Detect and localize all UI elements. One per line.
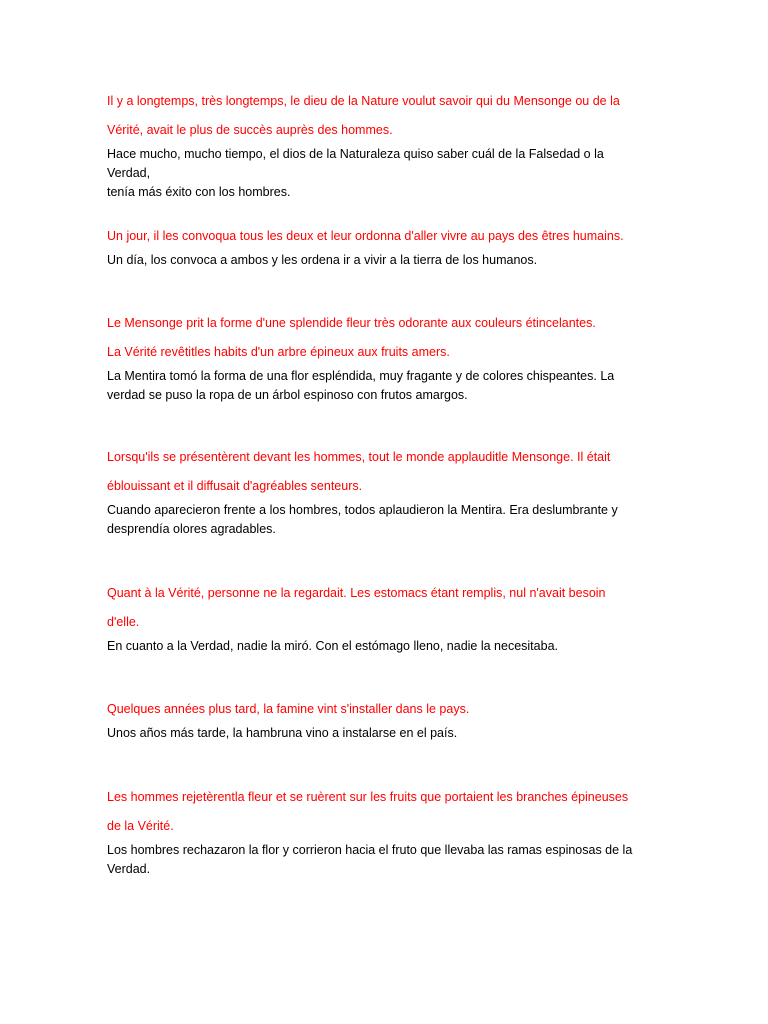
french-line: d'elle. [107,615,140,629]
spanish-line: La Mentira tomó la forma de una flor espléndida, muy fragante y de colores chispeantes. La [107,369,615,383]
spanish-line: En cuanto a la Verdad, nadie la miró. Con el estómago lleno, nadie la necesitaba. [107,639,558,653]
french-line: Lorsqu'ils se présentèrent devant les hommes, tout le monde applauditle Mensonge. Il était [107,450,611,464]
french-line: Il y a longtemps, très longtemps, le dieu de la Nature voulut savoir qui du Mensonge ou de la [107,94,620,108]
paragraph-7 [107,783,637,879]
spanish-line: Verdad. [107,862,151,876]
french-line: Quelques années plus tard, la famine vint s'installer dans le pays. [107,702,470,716]
spanish-line: Los hombres rechazaron la flor y corrieron hacia el fruto que llevaba las ramas espinosas de la [107,843,633,857]
french-line: Les hommes rejetèrentla fleur et se ruèrent sur les fruits que portaient les branches épineuses [107,790,629,804]
spanish-line: Un día, los convoca a ambos y les ordena ir a vivir a la tierra de los humanos. [107,253,538,267]
paragraph-1 [107,87,637,202]
french-line: Vérité, avait le plus de succès auprès des hommes. [107,123,393,137]
spanish-line: desprendía olores agradables. [107,522,276,536]
french-line: La Vérité revêtitles habits d'un arbre épineux aux fruits amers. [107,345,450,359]
spanish-line: Hace mucho, mucho tiempo, el dios de la Naturaleza quiso saber cuál de la Falsedad o la Verdad, [107,147,604,180]
paragraph-2 [107,222,637,270]
spanish-line: Cuando aparecieron frente a los hombres, todos aplaudieron la Mentira. Era deslumbrante y [107,503,618,517]
spanish-line: tenía más éxito con los hombres. [107,185,291,199]
french-line: Un jour, il les convoqua tous les deux et leur ordonna d'aller vivre au pays des êtres humains. [107,229,624,243]
paragraph-5 [107,579,637,656]
french-line: Quant à la Vérité, personne ne la regardait. Les estomacs étant remplis, nul n'avait besoin [107,586,606,600]
paragraph-3 [107,309,637,405]
paragraph-4 [107,443,637,539]
french-line: éblouissant et il diffusait d'agréables senteurs. [107,479,363,493]
spanish-line: Unos años más tarde, la hambruna vino a instalarse en el país. [107,726,458,740]
spanish-line: verdad se puso la ropa de un árbol espinoso con frutos amargos. [107,388,468,402]
french-line: Le Mensonge prit la forme d'une splendide fleur très odorante aux couleurs étincelantes. [107,316,596,330]
paragraph-6 [107,695,637,743]
french-line: de la Vérité. [107,819,174,833]
